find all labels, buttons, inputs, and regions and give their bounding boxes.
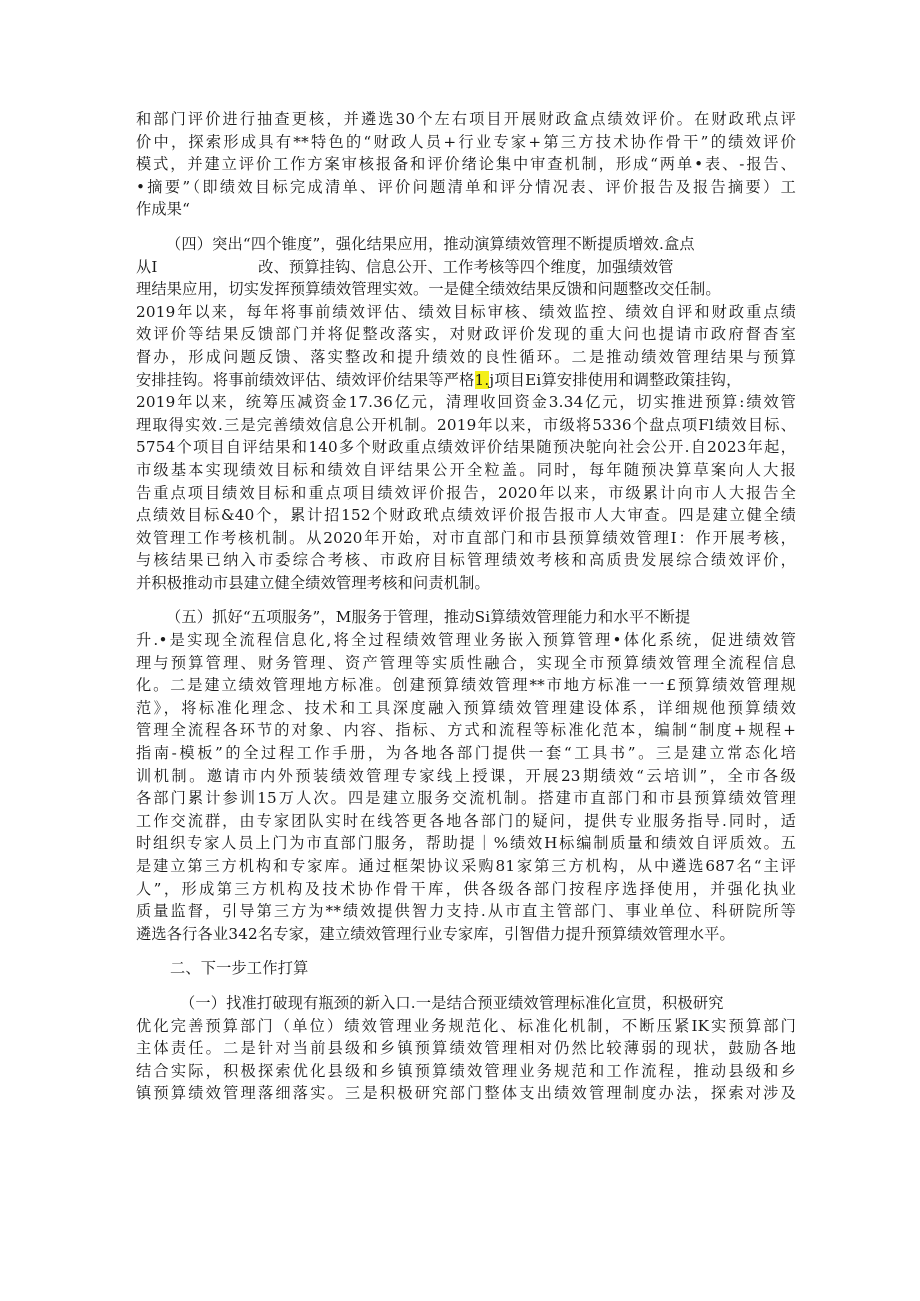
text-line: 主体责任。二是针对当前县级和乡镇预算绩效管理相对仍然比较薄弱的现状，鼓励各地 [136,1039,796,1058]
paragraph [136,606,796,945]
paragraph [136,108,796,221]
text-line: 价中，探索形成具有**特色的“财政人员+行业专家+第三方技术协作骨干”的绩效评价 [136,132,796,151]
text-line: 市级基本实现绩效目标和绩效自评结果公开全粒盖。同时，每年随预决算草案向人大报 [136,460,796,479]
text-line: 从I 改、预算挂钩、信息公开、工作考核等四个维度，加强绩效管 [136,257,674,276]
text-line: 督办，形成问题反馈、落实整改和提升绩效的良性循环。二是推动绩效管理结果与预算 [136,347,796,366]
text-line: （五）抓好“五项服务”，M服务于管理，推动Si算绩效管理能力和水平不断提 [166,608,691,627]
text-line [136,369,796,392]
text-line: 理与预算管理、财务管理、资产管理等实质性融合，实现全市预算绩效管理全流程信息 [136,653,796,672]
text-line: 模式，并建立评价工作方案审核报备和评价绪论集中审查机制，形成“两单•表、-报告、 [136,155,796,174]
text-line: 2019年以来，每年将事前绩效评估、绩效目标审核、绩效监控、绩效自评和财政重点绩 [136,302,796,321]
text-line: 质量监督，引导第三方为**绩效提供智力支持.从市直主管部门、事业单位、科研院所等 [136,902,796,921]
text-line: 效管理工作考核机制。从2020年开始，对市直部门和市县预算绩效管理I：作开展考核， [136,528,796,547]
text-line: 训机制。邀请市内外预装绩效管理专家线上授课，开展23期绩效“云培训”，全市各级 [136,766,796,785]
text-line: 各部门累计参训15万人次。四是建立服务交流机制。搭建市直部门和市县预算绩效管理 [136,789,796,808]
section-heading [136,957,796,980]
text-line: 管理全流程各环节的对象、内容、指标、方式和流程等标准化范本，编制“制度+规程+ [136,721,796,740]
paragraph [136,992,796,1105]
text-line: 遴选各行各业342名专家，建立绩效管理行业专家库，引智借力提升预算绩效管理水平。 [136,924,735,943]
text-line: 2019年以来，统筹压减资金17.36亿元，清理收回资金3.34亿元，切实推进预算:绩效管 [136,393,796,412]
text-line: 范》，将标准化理念、技术和工具深度融入预算绩效管理建设体系，详细规他预算绩效 [136,698,796,717]
text-line: 升.•是实现全流程信息化,将全过程绩效管理业务嵌入预算管理•体化系统，促进绩效管 [136,631,796,650]
text-line: 效评价等结果反馈部门并将促整改落实，对财政评价发现的重大问也提请市政府督杳室 [136,325,796,344]
text-line: 作成果“ [136,200,191,219]
text-line: 镇预算绩效管理落细落实。三是积极研究部门整体支出绩效管理制度办法，探索对涉及 [136,1084,796,1103]
text-segment: 安排挂钩。将事前绩效评估、绩效评价结果等严格 [136,370,475,389]
text-line: 和部门评价进行抽查更核，并遴选30个左右项目开展财政盒点绩效评价。在财政玳点评 [136,110,796,128]
text-line: 与核结果已纳入市委综合考核、市政府目标管理绩效考核和高质贵发展综合绩效评价， [136,551,796,570]
text-line: 5754个项目自评结果和140多个财政重点绩效评价结果随预决鸵向社会公开.自2023年起， [136,438,796,457]
text-line: 时组织专家人员上门为市直部门服务，帮助提｜%绩效H标编制质量和绩效自评质效。五 [136,834,796,853]
text-line: 指南-模板”的全过程工作手册，为各地各部门提供一套“工具书”。三是建立常态化培 [136,744,796,763]
text-line: 理结果应用，切实发挥预算绩效管理实效。一是健全绩效结果反馈和问题整改交任制。 [136,280,721,299]
text-line: （一）找准打破现有瓶颈的新入口.一是结合预亚绩效管理标准化宣贯，积极研究 [180,993,724,1012]
text-line: 是建立第三方机构和专家库。通过框架协议采购81家第三方机构，从中遴选687名“主评 [136,857,796,875]
text-line: 工作交流群，由专家团队实时在线答更各地各部门的疑问，提供专业服务指导.同时，适 [136,811,796,830]
paragraph [136,233,796,595]
text-line: （四）突出“四个锥度”，强化结果应用，推动演算绩效管理不断提质增效.盒点 [166,234,695,253]
heading-text: 二、下一步工作打算 [170,959,309,978]
text-line: •摘要”（即绩效目标完成清单、评价问题清单和评分情况表、评价报告及报告摘要）工 [136,177,796,196]
text-line: 并积极推动市县建立健全绩效管理考核和问责机制。 [136,573,490,592]
text-line: 理取得实效.三是完善绩效信息公开机制。2019年以来，市级将5336个盘点项Fl绩效目标、 [136,415,796,434]
text-line: 告重点项目绩效目标和重点项目绩效评价报告，2020年以来，市级累计向市人大报告全 [136,483,796,502]
text-line: 结合实际，积极探索优化县级和乡镇预算绩效管理业务规范和工作流程，推动县级和乡 [136,1061,796,1080]
document-page [136,108,796,1105]
text-line: 点绩效目标&40个，累计招152个财政玳点绩效评价报告报市人大审查。四是建立健全绩 [136,506,796,525]
text-line: 人”，形成第三方机构及技术协作骨干库，供各级各部门按程序选择使用，并强化执业 [136,879,796,898]
text-line: 化。二是建立绩效管理地方标准。创建预算绩效管理**市地方标准一一£预算绩效管理规 [136,676,796,695]
highlighted-text: 1. [474,370,490,389]
text-line: 优化完善预算部门（单位）绩效管理业务规范化、标准化机制，不断压紧IK实预算部门 [136,1016,796,1035]
text-segment: j项目Ei算安排使用和调整政策挂钩， [489,370,742,389]
